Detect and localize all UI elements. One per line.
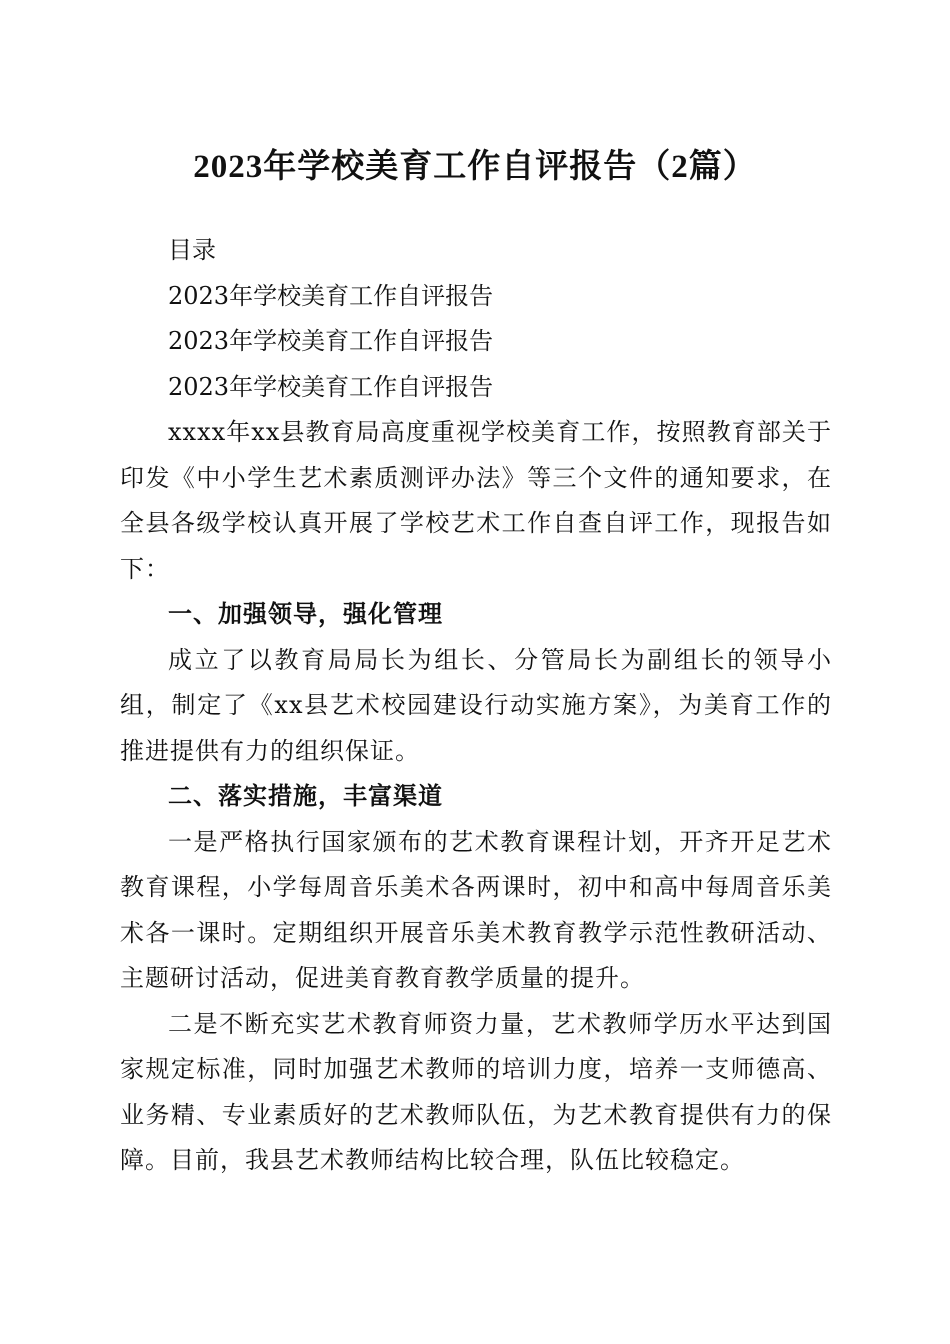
section-heading-2: 二、落实措施，丰富渠道 bbox=[168, 782, 443, 810]
section-1-paragraph: 成立了以教育局局长为组长、分管局长为副组长的领导小组，制定了《xx县艺术校园建设行动实施方案》，为美育工作的推进提供有力的组织保证。 bbox=[120, 645, 832, 765]
toc-item[interactable]: 2023年学校美育工作自评报告 bbox=[168, 372, 494, 401]
section-2-paragraph-1: 一是严格执行国家颁布的艺术教育课程计划，开齐开足艺术教育课程，小学每周音乐美术各两课时，初中和高中每周音乐美术各一课时。定期组织开展音乐美术教育教学示范性教研活动、主题研讨活动，促进美育教育教学质量的提升。 bbox=[120, 827, 832, 992]
document-body bbox=[120, 228, 832, 1184]
toc-item[interactable]: 2023年学校美育工作自评报告 bbox=[168, 327, 494, 355]
intro-paragraph: xxxx年xx县教育局高度重视学校美育工作，按照教育部关于印发《中小学生艺术素质测评办法》等三个文件的通知要求，在全县各级学校认真开展了学校艺术工作自查自评工作，现报告如下： bbox=[120, 418, 832, 583]
section-2-paragraph-2: 二是不断充实艺术教育师资力量，艺术教师学历水平达到国家规定标准，同时加强艺术教师的培训力度，培养一支师德高、业务精、专业素质好的艺术教师队伍，为艺术教育提供有力的保障。目前，我县艺术教师结构比较合理，队伍比较稳定。 bbox=[120, 1009, 832, 1174]
toc-label: 目录 bbox=[168, 236, 216, 264]
section-heading-1: 一、加强领导，强化管理 bbox=[168, 600, 443, 628]
document-title: 2023年学校美育工作自评报告（2篇） bbox=[193, 149, 757, 185]
toc-item[interactable]: 2023年学校美育工作自评报告 bbox=[168, 281, 494, 310]
